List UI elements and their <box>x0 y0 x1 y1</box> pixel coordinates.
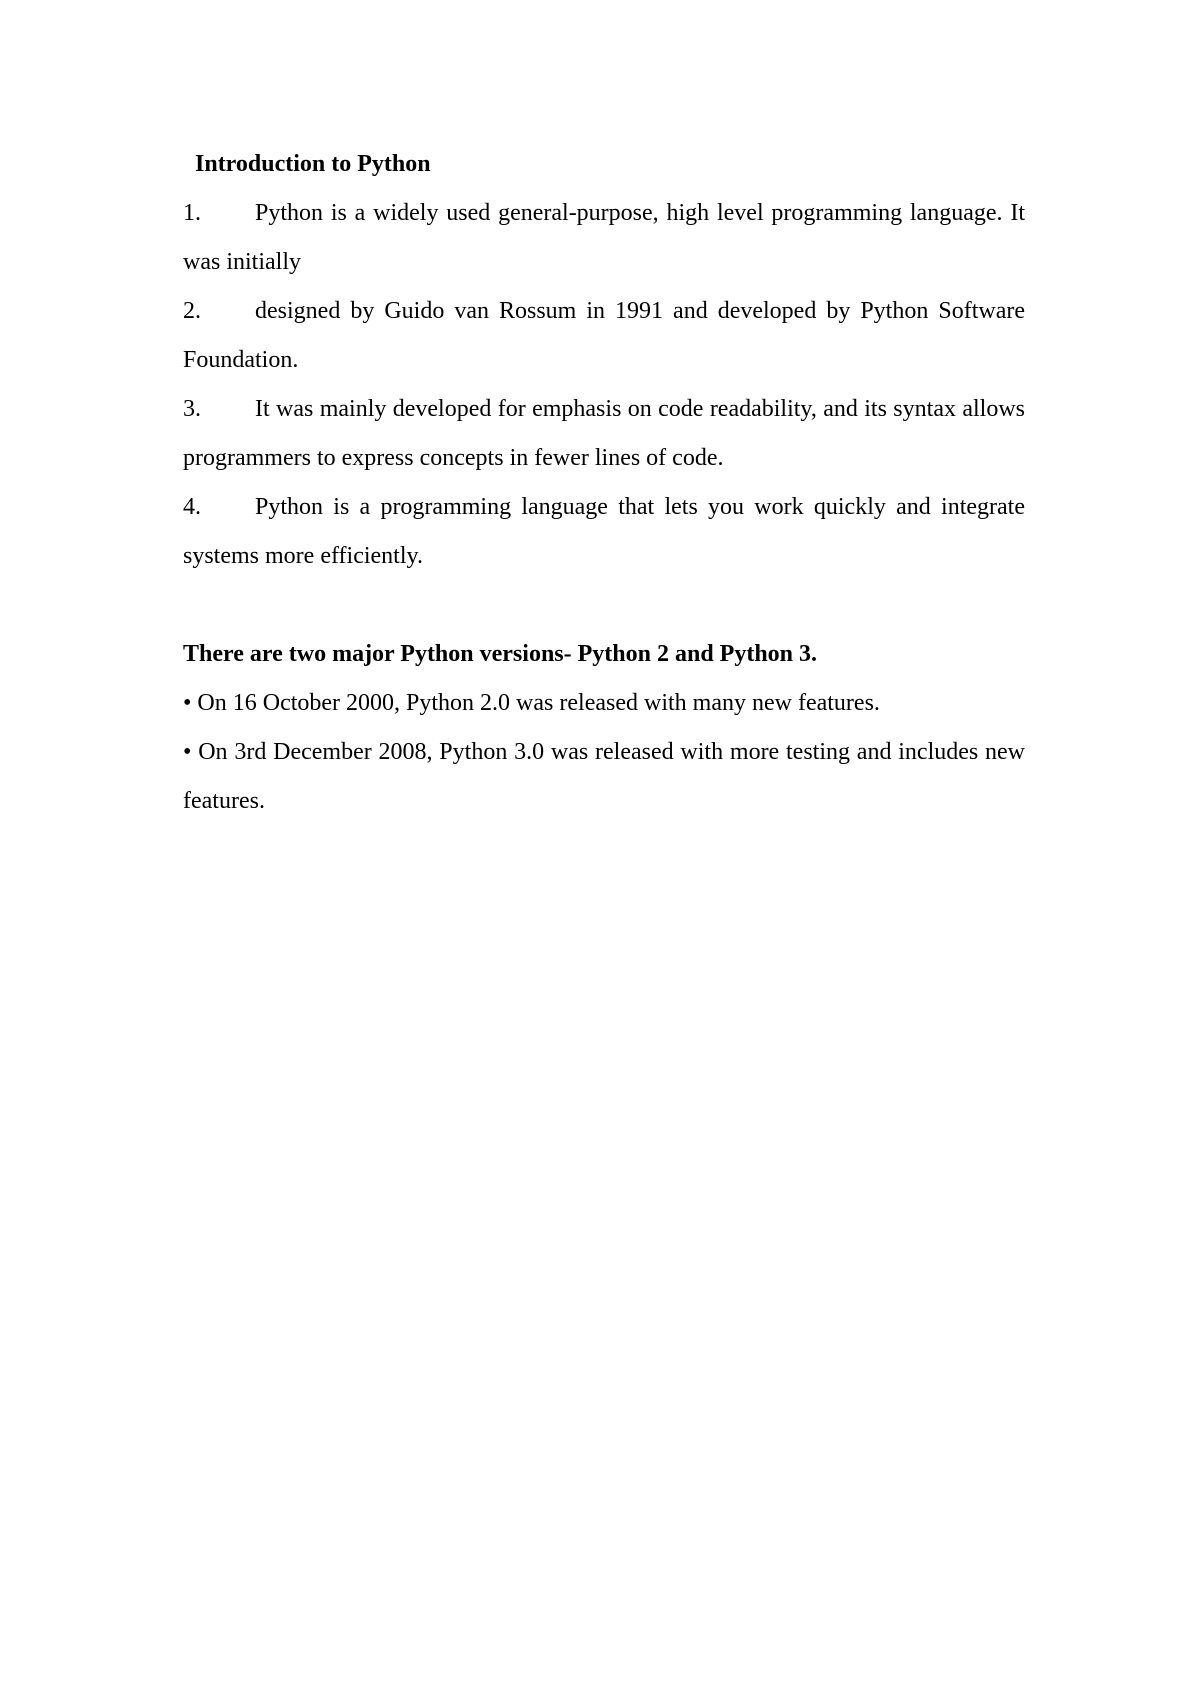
bullet-list <box>183 679 1025 826</box>
versions-heading: There are two major Python versions- Python 2 and Python 3. <box>183 641 818 667</box>
item-text: designed by Guido van Rossum in 1991 and developed by Python Software Foundation. <box>183 298 1025 373</box>
item-number: 3. <box>183 396 201 422</box>
bullet-text: On 16 October 2000, Python 2.0 was released with many new features. <box>197 690 880 716</box>
numbered-list <box>183 189 1025 581</box>
document-title: Introduction to Python <box>195 151 431 177</box>
bullet-list-item <box>183 679 1025 728</box>
item-text: Python is a programming language that lets you work quickly and integrate systems more efficiently. <box>183 494 1025 569</box>
bullet-icon: • <box>183 690 192 716</box>
numbered-list-item <box>183 483 1025 581</box>
item-number: 2. <box>183 298 201 324</box>
item-text: It was mainly developed for emphasis on code readability, and its syntax allows programmers to express concepts in fewer lines of code. <box>183 396 1025 471</box>
document-body <box>183 140 1025 826</box>
item-number: 4. <box>183 494 201 520</box>
bullet-list-item <box>183 728 1025 826</box>
numbered-list-item <box>183 385 1025 483</box>
numbered-list-item <box>183 189 1025 287</box>
bullet-text: On 3rd December 2008, Python 3.0 was released with more testing and includes new features. <box>183 739 1026 814</box>
bullet-icon: • <box>183 739 192 765</box>
paragraph-spacer <box>183 581 1025 630</box>
item-number: 1. <box>183 200 201 226</box>
numbered-list-item <box>183 287 1025 385</box>
item-text: Python is a widely used general-purpose, high level programming language. It was initially <box>183 200 1025 275</box>
